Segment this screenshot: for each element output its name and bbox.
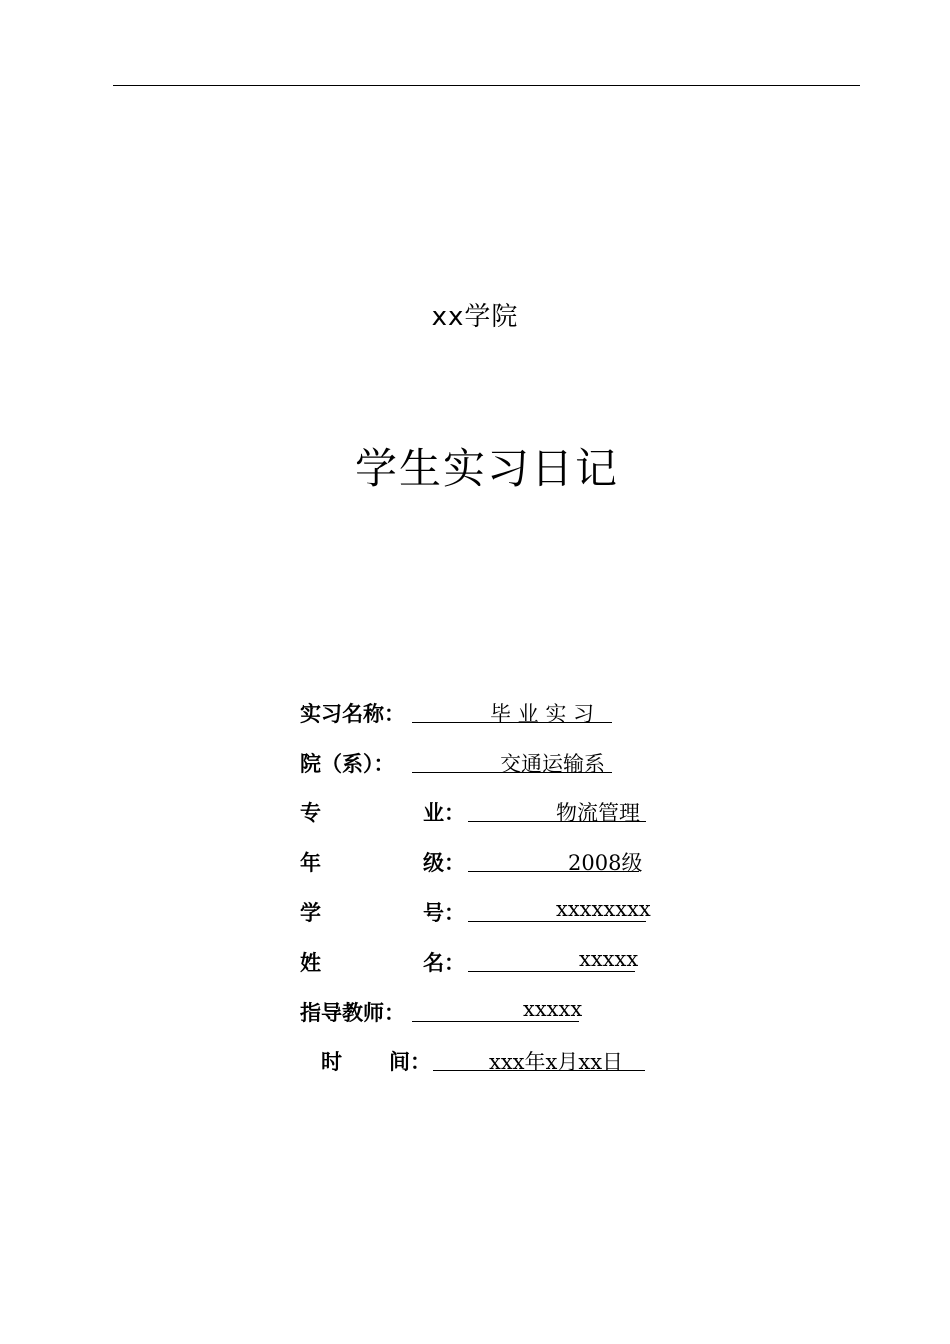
field-label-right: 间： <box>389 1049 431 1074</box>
field-name <box>300 947 660 977</box>
field-value: xxxxx <box>523 997 583 1021</box>
field-label-right: 业： <box>423 800 465 825</box>
document-title: 学生实习日记 <box>354 444 619 493</box>
field-time <box>300 1046 660 1076</box>
field-student-id <box>300 897 660 927</box>
field-value: 交通运输系 <box>500 752 605 776</box>
field-internship-name <box>300 698 660 728</box>
field-grade <box>300 847 660 877</box>
field-value: xxxxxxxx <box>556 897 651 921</box>
field-advisor <box>300 997 660 1027</box>
field-underline <box>468 971 635 972</box>
field-label-left: 学 <box>300 900 321 925</box>
field-value: 毕 业 实 习 <box>490 702 595 726</box>
field-label: 实习名称： <box>300 701 405 726</box>
field-label-right: 名： <box>423 950 465 975</box>
field-value: xxxxx <box>579 947 639 971</box>
field-label: 指导教师： <box>300 1000 405 1025</box>
field-label-left: 专 <box>300 800 321 825</box>
field-label-left: 姓 <box>300 950 321 975</box>
field-underline <box>468 921 646 922</box>
field-label-left: 年 <box>300 850 321 875</box>
field-major <box>300 797 660 827</box>
field-department <box>300 748 660 778</box>
field-value: 2008级 <box>568 851 643 875</box>
field-label-right: 级： <box>423 850 465 875</box>
field-label: 院（系）： <box>300 751 395 776</box>
field-value: 物流管理 <box>556 801 640 825</box>
header-rule <box>113 85 860 86</box>
field-label-right: 号： <box>423 900 465 925</box>
field-label-left: 时 <box>321 1049 342 1074</box>
school-name: xx学院 <box>431 302 519 332</box>
field-value: xxx年x月xx日 <box>489 1050 624 1074</box>
field-underline <box>412 1021 579 1022</box>
